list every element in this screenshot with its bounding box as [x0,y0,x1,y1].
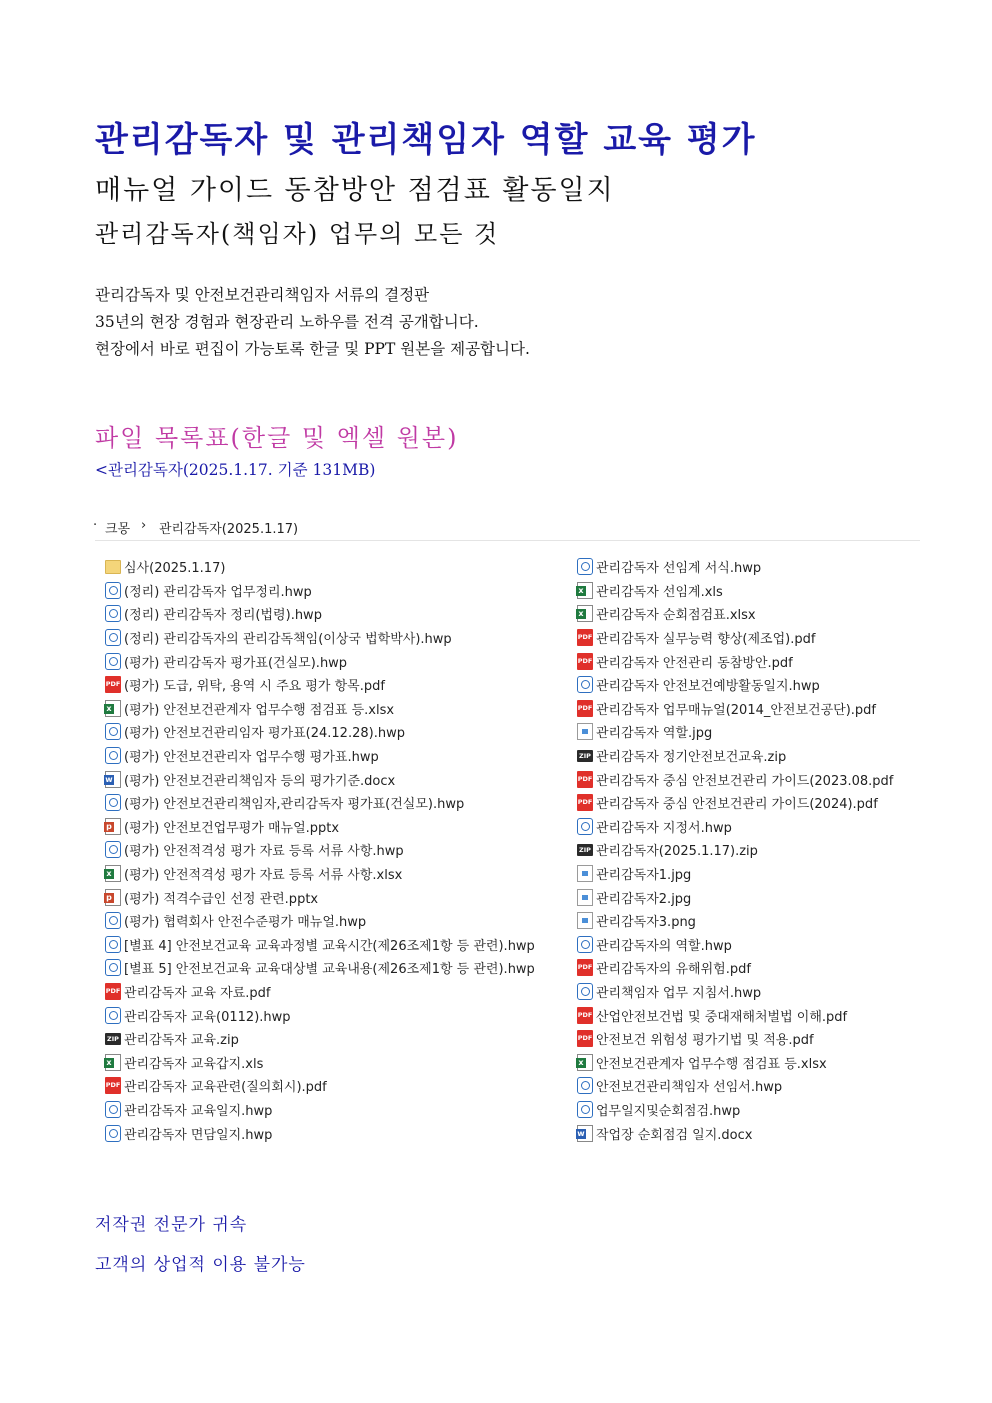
file-item[interactable] [577,1027,893,1051]
file-name: 관리감독자 업무매뉴얼(2014_안전보건공단).pdf [596,702,877,718]
doc-file-icon [577,1125,593,1142]
pdf-file-icon [577,1007,593,1024]
file-item[interactable] [105,744,535,768]
hwp-file-icon [577,936,593,953]
xls-file-icon [105,700,121,717]
file-item[interactable] [105,791,535,815]
file-item[interactable] [105,649,535,673]
file-name: 관리감독자1.jpg [596,868,692,884]
zip-file-icon [577,844,593,856]
file-item[interactable] [105,626,535,650]
document-subtitle-1: 매뉴얼 가이드 동참방안 점검표 활동일지 [95,175,615,206]
intro-line-1: 관리감독자 및 안전보건관리책임자 서류의 결정판 [95,286,430,304]
file-name: 관리감독자 정기안전보건교육.zip [596,750,787,766]
file-name: [별표 4] 안전보건교육 교육과정별 교육시간(제26조제1항 등 관련).hwp [124,938,535,954]
file-name: 심사(2025.1.17) [124,561,226,577]
file-item[interactable] [105,956,535,980]
hwp-file-icon [105,912,121,929]
file-item[interactable] [577,649,893,673]
file-name: 관리감독자 지정서.hwp [596,820,732,836]
file-name: (평가) 안전보건관리책임자 등의 평가기준.docx [124,773,396,789]
hwp-file-icon [105,747,121,764]
file-name: (평가) 안전적격성 평가 자료 등록 서류 사항.xlsx [124,868,403,884]
hwp-file-icon [105,605,121,622]
hwp-file-icon [577,818,593,835]
file-item[interactable] [105,720,535,744]
doc-file-icon [105,771,121,788]
file-name: 관리감독자 교육(0112).hwp [124,1009,291,1025]
file-item[interactable] [105,767,535,791]
hwp-file-icon [105,629,121,646]
ppt-file-icon [105,889,121,906]
file-name: 관리감독자 교육일지.hwp [124,1103,273,1119]
file-list-left-column [105,555,535,1145]
file-name: 작업장 순회점검 일지.docx [596,1127,753,1143]
file-item[interactable] [577,1074,893,1098]
hwp-file-icon [105,1101,121,1118]
file-item[interactable] [105,1027,535,1051]
file-item[interactable] [105,1050,535,1074]
file-name: 관리감독자 순회점검표.xlsx [596,608,756,624]
file-name: 관리감독자 교육 자료.pdf [124,985,271,1001]
file-name: (정리) 관리감독자의 관리감독책임(이상국 법학박사).hwp [124,632,452,648]
document-title: 관리감독자 및 관리책임자 역할 교육 평가 [95,120,757,160]
pdf-file-icon [577,794,593,811]
file-name: 업무일지및순회점검.hwp [596,1103,741,1119]
file-name: 관리감독자 선임계 서식.hwp [596,561,762,577]
file-name: 관리감독자 면담일지.hwp [124,1127,273,1143]
file-item[interactable] [577,791,893,815]
usage-notice: 고객의 상업적 이용 불가능 [95,1255,306,1275]
hwp-file-icon [577,676,593,693]
file-item[interactable] [577,602,893,626]
hwp-file-icon [577,983,593,1000]
img-file-icon [577,723,593,740]
pdf-file-icon [105,676,121,693]
hwp-file-icon [105,936,121,953]
file-name: 안전보건관리책임자 선임서.hwp [596,1080,783,1096]
xls-file-icon [577,605,593,622]
img-file-icon [577,912,593,929]
intro-paragraph [95,282,530,363]
file-item[interactable] [105,933,535,957]
file-name: 관리감독자 중심 안전보건관리 가이드(2023.08.pdf [596,773,894,789]
file-item[interactable] [577,885,893,909]
breadcrumb-marker: · [93,518,98,533]
hwp-file-icon [577,1077,593,1094]
file-item[interactable] [577,815,893,839]
file-name: (평가) 안전적격성 평가 자료 등록 서류 사항.hwp [124,844,404,860]
hwp-file-icon [105,582,121,599]
file-name: (평가) 도급, 위탁, 용역 시 주요 평가 항목.pdf [124,679,385,695]
hwp-file-icon [577,1101,593,1118]
file-item[interactable] [577,1050,893,1074]
file-item[interactable] [105,1121,535,1145]
file-item[interactable] [577,673,893,697]
file-name: 관리감독자 역할.jpg [596,726,713,742]
file-name: 관리감독자3.png [596,915,696,931]
file-item[interactable] [577,838,893,862]
xls-file-icon [105,1054,121,1071]
file-name: 산업안전보건법 및 중대재해처벌법 이해.pdf [596,1009,848,1025]
hwp-file-icon [577,558,593,575]
pdf-file-icon [577,771,593,788]
file-item[interactable] [577,555,893,579]
pdf-file-icon [577,653,593,670]
file-item[interactable] [105,1074,535,1098]
file-name: (평가) 관리감독자 평가표(건실모).hwp [124,655,348,671]
file-name: 관리감독자의 유해위험.pdf [596,962,751,978]
file-item[interactable] [105,815,535,839]
file-item[interactable] [105,579,535,603]
file-item[interactable] [577,1003,893,1027]
zip-file-icon [105,1033,121,1045]
file-name: 관리감독자 교육갑지.xls [124,1056,264,1072]
pdf-file-icon [577,959,593,976]
breadcrumb-root[interactable]: 크몽 [105,522,131,537]
hwp-file-icon [105,794,121,811]
pdf-file-icon [105,1077,121,1094]
file-item[interactable] [105,862,535,886]
file-name: (평가) 안전보건관리자 업무수행 평가표.hwp [124,750,379,766]
file-name: 관리감독자의 역할.hwp [596,938,732,954]
file-item[interactable] [105,1098,535,1122]
breadcrumb-separator-icon: › [141,518,147,533]
file-name: [별표 5] 안전보건교육 교육대상별 교육내용(제26조제1항 등 관련).hwp [124,962,535,978]
file-name: (평가) 적격수급인 선정 관련.pptx [124,891,319,907]
file-item[interactable] [105,909,535,933]
img-file-icon [577,865,593,882]
file-list-subtitle: <관리감독자(2025.1.17. 기준 131MB) [95,461,376,479]
file-name: 관리감독자 안전보건예방활동일지.hwp [596,679,820,695]
hwp-file-icon [105,959,121,976]
intro-line-2: 35년의 현장 경험과 현장관리 노하우를 전격 공개합니다. [95,313,479,331]
file-item[interactable] [577,909,893,933]
file-name: (평가) 안전보건업무평가 매뉴얼.pptx [124,820,340,836]
file-item[interactable] [105,885,535,909]
file-item[interactable] [577,626,893,650]
file-name: 관리감독자 교육.zip [124,1033,239,1049]
file-name: 관리감독자(2025.1.17).zip [596,844,758,860]
pdf-file-icon [577,629,593,646]
file-explorer-screenshot [95,512,920,1152]
file-item[interactable] [105,697,535,721]
intro-line-3: 현장에서 바로 편집이 가능토록 한글 및 PPT 원본을 제공합니다. [95,340,530,358]
file-item[interactable] [577,1098,893,1122]
file-item[interactable] [105,555,535,579]
file-name: (평가) 안전보건관계자 업무수행 점검표 등.xlsx [124,702,395,718]
file-name: 관리감독자 선임계.xls [596,584,723,600]
ppt-file-icon [105,818,121,835]
file-item[interactable] [577,980,893,1004]
file-item[interactable] [577,956,893,980]
folder-file-icon [105,560,121,574]
file-list-title: 파일 목록표(한글 및 엑셀 원본) [95,424,459,452]
file-item[interactable] [577,744,893,768]
pdf-file-icon [577,1030,593,1047]
file-item[interactable] [577,933,893,957]
file-name: (평가) 안전보건관리임자 평가표(24.12.28).hwp [124,726,405,742]
img-file-icon [577,889,593,906]
xls-file-icon [577,1054,593,1071]
file-name: 안전보건 위험성 평가기법 및 적용.pdf [596,1033,814,1049]
file-item[interactable] [577,862,893,886]
file-list-right-column [577,555,893,1145]
hwp-file-icon [105,1007,121,1024]
zip-file-icon [577,750,593,762]
file-item[interactable] [105,1003,535,1027]
hwp-file-icon [105,1125,121,1142]
hwp-file-icon [105,653,121,670]
file-name: 관리감독자 실무능력 향상(제조업).pdf [596,632,816,648]
pdf-file-icon [105,983,121,1000]
file-item[interactable] [105,602,535,626]
xls-file-icon [105,865,121,882]
xls-file-icon [577,582,593,599]
file-item[interactable] [105,673,535,697]
file-name: 관리감독자2.jpg [596,891,692,907]
file-item[interactable] [105,980,535,1004]
file-name: 관리감독자 안전관리 동참방안.pdf [596,655,793,671]
file-name: 관리감독자 교육관련(질의회시).pdf [124,1080,327,1096]
file-item[interactable] [577,720,893,744]
breadcrumb [95,512,920,541]
file-name: 관리책임자 업무 지침서.hwp [596,985,762,1001]
file-name: (정리) 관리감독자 정리(법령).hwp [124,608,322,624]
pdf-file-icon [577,700,593,717]
file-name: 관리감독자 중심 안전보건관리 가이드(2024).pdf [596,797,878,813]
hwp-file-icon [105,841,121,858]
file-item[interactable] [577,767,893,791]
file-name: (평가) 협력회사 안전수준평가 매뉴얼.hwp [124,915,367,931]
file-item[interactable] [577,1121,893,1145]
file-item[interactable] [105,838,535,862]
file-item[interactable] [577,697,893,721]
file-name: (정리) 관리감독자 업무정리.hwp [124,584,312,600]
file-item[interactable] [577,579,893,603]
document-subtitle-2: 관리감독자(책임자) 업무의 모든 것 [95,220,500,248]
hwp-file-icon [105,723,121,740]
copyright-notice: 저작권 전문가 귀속 [95,1215,248,1235]
breadcrumb-current-folder[interactable]: 관리감독자(2025.1.17) [159,522,299,537]
file-name: 안전보건관계자 업무수행 점검표 등.xlsx [596,1056,827,1072]
file-name: (평가) 안전보건관리책임자,관리감독자 평가표(건실모).hwp [124,797,465,813]
